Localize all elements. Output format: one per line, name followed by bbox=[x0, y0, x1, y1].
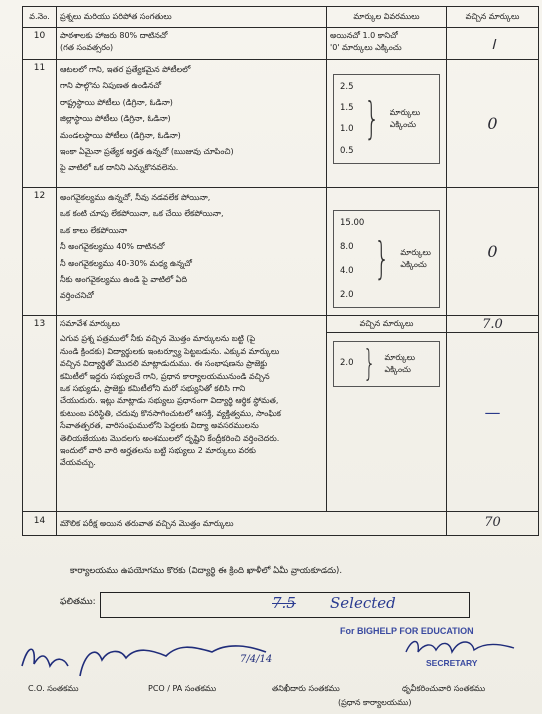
marks-obtained-box bbox=[447, 316, 538, 333]
row-description bbox=[57, 60, 327, 188]
handwritten-mark: । bbox=[489, 33, 496, 53]
marks-box-wrap bbox=[327, 333, 446, 395]
description-line: ఒక కంటి చూపు లేకపోయినా, ఒక చేయి లేకపోయినా, bbox=[60, 209, 224, 219]
row-number: 11 bbox=[23, 60, 57, 188]
description-line: ఎగువ ప్రశ్న పత్రములో నీకు వచ్చిన మొత్తం మార్కులను బట్టి (పై bbox=[60, 334, 256, 344]
handwritten-mark: 0 bbox=[487, 241, 498, 261]
curly-brace-icon: } bbox=[362, 342, 376, 384]
description-line: రాష్ట్రస్థాయి పోటీలు (డిగ్రినా, ఓడినా) bbox=[60, 97, 173, 107]
marks-table bbox=[22, 6, 539, 536]
marks-box bbox=[333, 210, 440, 308]
marks-value: 2.0 bbox=[340, 358, 354, 369]
header-description: ప్రశ్నలు మరియు పరిపోత సంగతులు bbox=[57, 7, 327, 28]
description-line: ఇంకా ఏమైనా ప్రత్యేక అర్హత ఉన్నచో (ఋజువు చూపించి) bbox=[60, 146, 234, 156]
row-description bbox=[57, 188, 327, 316]
description-line: ఒక సభ్యుడు, ప్రాజెక్టు కమిటీలోని మరో సభ్యునితో కలిసి గాని bbox=[60, 383, 246, 393]
label-verifier-subtitle: (ప్రధాన కార్యాలయము) bbox=[338, 698, 412, 707]
handwritten-mark: 7.0 bbox=[482, 317, 503, 332]
stamp-secretary: SECRETARY bbox=[426, 658, 478, 668]
description-line: నీ అంగవైకల్యము 40-30% మధ్య ఉన్నచో bbox=[60, 258, 192, 268]
row-number: 13 bbox=[23, 316, 57, 512]
marks-value: 15.00 bbox=[340, 218, 365, 228]
label-verifier-signature: ధృవీకరించువారి సంతకము bbox=[402, 684, 486, 693]
marks-values bbox=[340, 346, 354, 382]
marks-values bbox=[340, 217, 364, 301]
brace-label-line: ఎక్కించు bbox=[400, 260, 427, 269]
handwritten-dash bbox=[447, 401, 538, 424]
table-row bbox=[23, 512, 539, 536]
description-line: (గత సంవత్సరం) bbox=[60, 42, 114, 52]
handwritten-mark: 0 bbox=[487, 113, 498, 133]
marks-value: 2.0 bbox=[340, 289, 354, 300]
description-line: తెలియజేయుట మొదలగు అంశములలో దృష్టిని కేంద్రీకరించి వర్తించెదరు. bbox=[60, 433, 280, 443]
row-marks-details bbox=[327, 60, 447, 188]
description-line: గాని పాల్గొను నిపుణత ఉండినచో bbox=[60, 81, 162, 91]
marks-line: అయినచో 1.0 కానిచో bbox=[330, 31, 398, 40]
description-heading: సమావేశ మార్కులు bbox=[60, 319, 120, 328]
row-number: 10 bbox=[23, 28, 57, 60]
table-row bbox=[23, 28, 539, 60]
row-number: 14 bbox=[23, 512, 57, 536]
description-line: సేవాతత్పరత, వారిసంఘములోని పెద్దలకు విద్యా అవసరములను bbox=[60, 421, 259, 431]
table-row bbox=[23, 316, 539, 512]
handwritten-mark: 70 bbox=[484, 515, 501, 530]
row-marks-obtained bbox=[447, 188, 539, 316]
dash-mark: — bbox=[484, 403, 501, 422]
description-line: వర్తించనిచో bbox=[60, 291, 94, 301]
row-description bbox=[57, 28, 327, 60]
row-marks-obtained bbox=[447, 28, 539, 60]
row-description bbox=[57, 316, 327, 512]
row-marks-obtained bbox=[447, 316, 539, 512]
marks-value: 1.0 bbox=[340, 124, 354, 135]
row-marks-details bbox=[327, 316, 447, 512]
table-header-row bbox=[23, 7, 539, 28]
marks-values bbox=[340, 81, 354, 157]
brace-label-line: ఎక్కించు bbox=[389, 120, 416, 129]
row-description: మౌలిక పరీక్ష అయిన తరువాత వచ్చిన మొత్తం మార్కులు bbox=[57, 512, 447, 536]
marks-subheader-label: వచ్చిన మార్కులు bbox=[359, 319, 414, 328]
description-line: జిల్లాస్థాయి పోటీలు (డిగ్రినా, ఓడినా) bbox=[60, 114, 171, 124]
marks-value: 8.0 bbox=[340, 241, 354, 252]
brace-label-line: మార్కులు bbox=[389, 108, 421, 117]
brace-label bbox=[400, 247, 431, 271]
header-serial-no: వ.నెం. bbox=[23, 7, 57, 28]
description-line: నీ అంగవైకల్యము 40% దాటినచో bbox=[60, 242, 165, 252]
office-use-note: కార్యాలయము ఉపయోగము కొరకు (విద్యార్థి ఈ క్రింది ఖాళీలో ఏమీ వ్రాయకూడదు). bbox=[70, 566, 343, 576]
brace-label bbox=[384, 352, 415, 376]
description-line: నీకు అంగవైకల్యము ఉండి పై వాటిలో ఏది bbox=[60, 274, 188, 284]
marks-value: 2.5 bbox=[340, 82, 354, 92]
label-co-signature: C.O. సంతకము bbox=[28, 684, 79, 693]
description-line: నుండి క్రిందకు) విద్యార్థులకు ఇంటర్వ్యూ పెట్టబడును. ఎక్కువ మార్కులు bbox=[60, 346, 280, 356]
result-struck-value: 7.5 bbox=[272, 594, 296, 612]
header-marks-obtained: వచ్చిన మార్కులు bbox=[447, 7, 539, 28]
row-marks-details bbox=[327, 188, 447, 316]
row-marks-obtained bbox=[447, 60, 539, 188]
row-marks-details bbox=[327, 28, 447, 60]
marks-box bbox=[333, 341, 440, 387]
result-value: Selected bbox=[330, 594, 396, 612]
description-line: చేయుదురు. ఇట్లు మాట్లాడు సభ్యులు ప్రధానంగా విద్యార్థి ఆర్థిక స్థోమత, bbox=[60, 396, 279, 406]
header-marks-details: మార్కుల వివరములు bbox=[327, 7, 447, 28]
brace-label-line: ఎక్కించు bbox=[384, 364, 411, 374]
marks-subheader bbox=[327, 316, 446, 333]
curly-brace-icon: } bbox=[363, 93, 380, 144]
result-label: ఫలితము: bbox=[60, 597, 96, 607]
label-pco-signature: PCO / PA సంతకము bbox=[148, 684, 217, 693]
description-line: పై వాటిలో ఒక దానిని ఎన్నుకొనవలెను. bbox=[60, 163, 179, 173]
marks-value: 0.5 bbox=[340, 145, 354, 156]
row-number: 12 bbox=[23, 188, 57, 316]
description-line: ఒక కాలు లేకపోయినా bbox=[60, 225, 128, 235]
description-line: వేయవచ్చు. bbox=[60, 458, 96, 468]
description-line: కమిటీలో ఇద్దరు సభ్యులచే గాని, ప్రధాన కార్యాలయమునుండి వచ్చిన bbox=[60, 371, 270, 381]
brace-label-line: మార్కులు bbox=[400, 248, 431, 257]
marks-value: 4.0 bbox=[340, 265, 354, 276]
signature-date: 7/4/14 bbox=[240, 654, 273, 665]
curly-brace-icon: } bbox=[374, 233, 391, 284]
description-line: కుటుంబ పరిస్థితి, చదువు కొనసాగించుటలో ఆసక్తి, వ్యక్తిత్వము, సాంఘిక bbox=[60, 408, 281, 418]
stamp-org-name: For BIGHELP FOR EDUCATION bbox=[340, 626, 474, 636]
brace-label-line: మార్కులు bbox=[384, 352, 416, 362]
table-row bbox=[23, 188, 539, 316]
description-line: అంగవైకల్యము ఉన్నచో, నీవు నడవలేక పోయినా, bbox=[60, 193, 211, 202]
table-row bbox=[23, 60, 539, 188]
marks-line: '0' మార్కులు ఎక్కించు bbox=[330, 42, 402, 52]
marks-box bbox=[333, 74, 440, 164]
marks-value: 1.5 bbox=[340, 103, 354, 114]
description-line: వచ్చిన విద్యార్థితో మొదలి మాట్లాడుదుము. ఈ సంభాషణను ప్రాజెక్టు bbox=[60, 359, 268, 369]
signature-scribble-icon bbox=[402, 634, 522, 660]
label-checker-signature: తనిఖీదారు సంతకము bbox=[272, 684, 340, 693]
row-marks-obtained bbox=[447, 512, 539, 536]
description-line: మండలస్థాయి పోటీలు (డిగ్రినా, ఓడినా) bbox=[60, 130, 181, 140]
description-line: ఇందులో వారి వారి అర్హతలను బట్టి సభ్యులు 2 మార్కులు వరకు bbox=[60, 445, 256, 455]
description-line: ఆటలలో గాని, ఇతర ప్రత్యేకమైన పోటీలలో bbox=[60, 65, 191, 74]
description-line: పాఠశాలకు హాజరు 80% దాటినచో bbox=[60, 31, 168, 40]
brace-label bbox=[390, 107, 421, 131]
